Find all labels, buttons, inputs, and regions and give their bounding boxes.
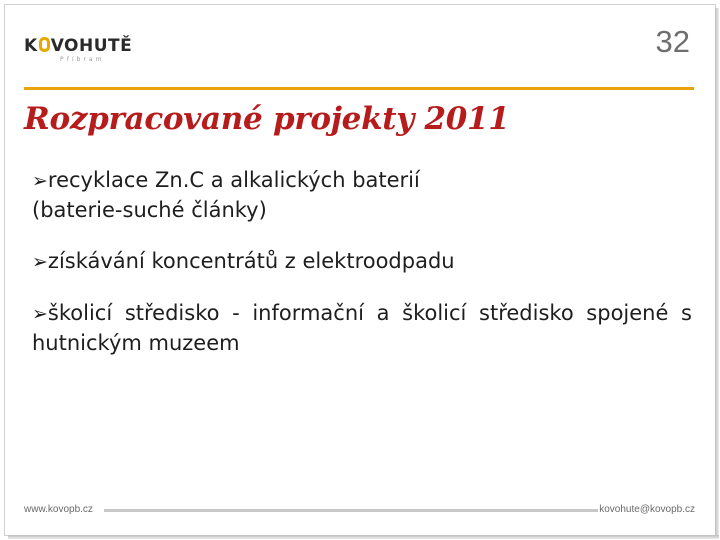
slide-shadow-right [715, 8, 719, 538]
footer-website: www.kovopb.cz [24, 504, 93, 515]
logo-letters-rest: VOHUTĚ [50, 36, 133, 56]
bullet-text: školicí středisko - informační a školicí středisko spojené s hutnickým muzeem [32, 301, 692, 355]
footer-divider [104, 509, 598, 512]
slide-title: Rozpracované projekty 2011 [24, 101, 510, 137]
logo-subtitle: Příbram [60, 56, 105, 63]
company-logo [24, 36, 134, 66]
header-divider [24, 87, 694, 90]
bullet-item [32, 299, 692, 358]
logo-letter-k: K [24, 36, 38, 56]
page-number: 32 [655, 24, 690, 59]
arrow-bullet-icon: ➢ [32, 170, 48, 192]
bullet-item [32, 166, 692, 225]
arrow-bullet-icon: ➢ [32, 303, 48, 325]
bullet-line: recyklace Zn.C a alkalických baterií [47, 168, 420, 192]
logo-wordmark [24, 36, 132, 56]
bullet-item [32, 247, 692, 277]
bullet-line: získávání koncentrátů z elektroodpadu [47, 249, 455, 273]
footer-email: kovohute@kovopb.cz [599, 504, 695, 515]
slide-shadow-bottom [8, 535, 719, 539]
arrow-bullet-icon: ➢ [32, 251, 48, 273]
bullet-line: (baterie-suché články) [32, 198, 267, 222]
logo-o-mark-icon [39, 37, 50, 52]
bullet-list [32, 166, 692, 380]
